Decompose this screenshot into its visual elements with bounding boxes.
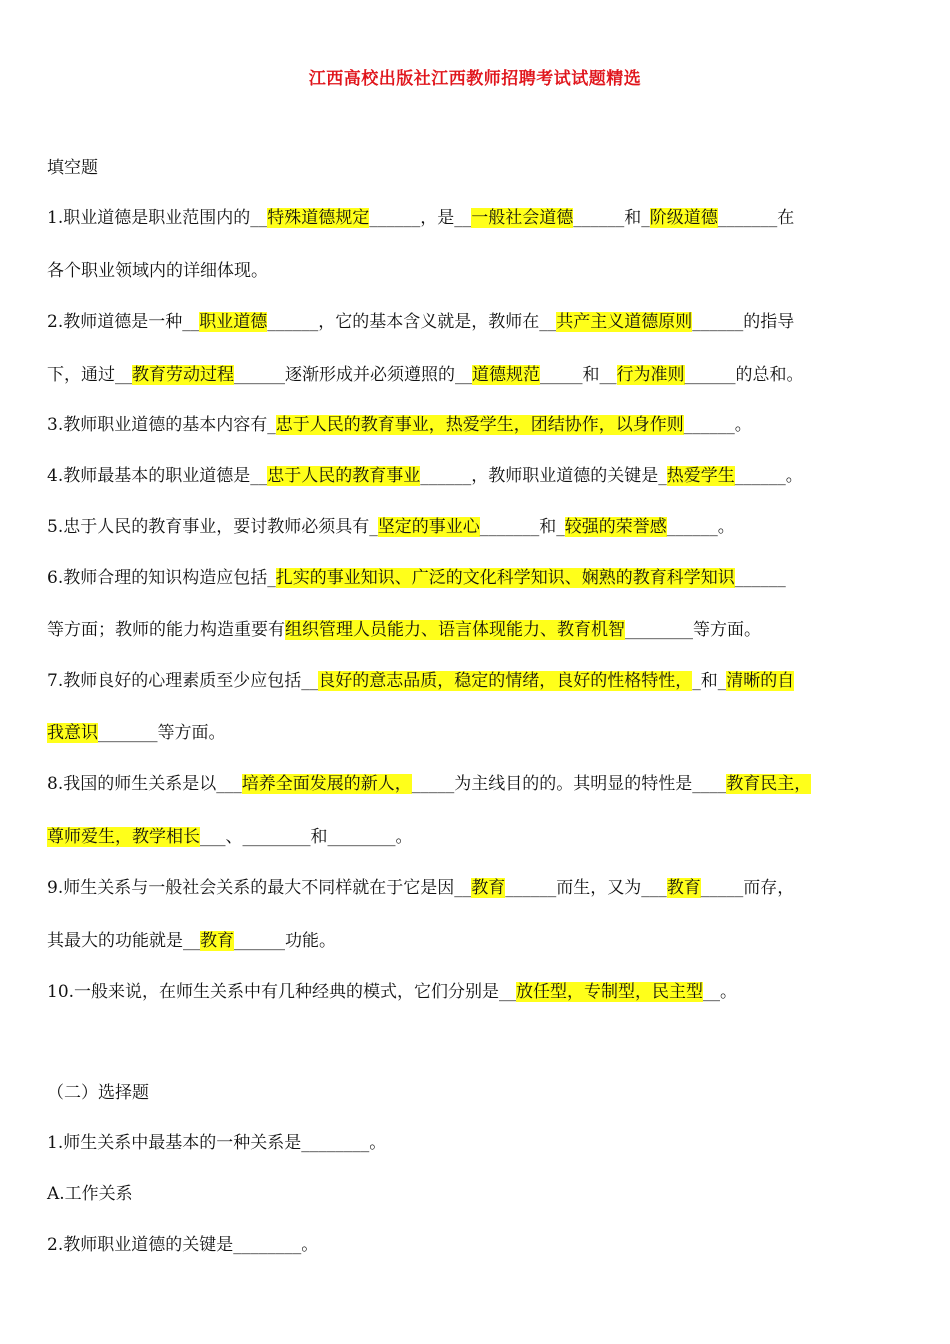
answer-highlight: 忠于人民的教育事业 [267, 466, 421, 486]
answer-highlight: 阶级道德 [649, 208, 718, 228]
question-6-line-2: 等方面；教师的能力构造重要有组织管理人员能力、语言体现能力、教育机智________等方面。 [47, 620, 761, 640]
answer-highlight: 热爱学生 [666, 466, 735, 486]
answer-highlight: 道德规范 [472, 365, 540, 385]
answer-highlight: 教育 [666, 878, 701, 898]
question-7-line-1: 7.教师良好的心理素质至少应包括__良好的意志品质，稳定的情绪，良好的性格特性，_和_清晰的自 [47, 671, 795, 691]
answer-highlight: 良好的意志品质，稳定的情绪，良好的性格特性， [318, 671, 693, 691]
answer-highlight: 扎实的事业知识、广泛的文化科学知识、娴熟的教育科学知识 [275, 568, 735, 588]
answer-highlight: 共产主义道德原则 [556, 312, 693, 332]
question-2-line-2: 下，通过__教育劳动过程______逐渐形成并必须遵照的__道德规范_____和__行为准则______的总和。 [47, 365, 804, 385]
question-7-line-2: 我意识_______等方面。 [47, 723, 226, 743]
answer-highlight: 培养全面发展的新人， [241, 774, 412, 794]
answer-highlight: 尊师爱生，教学相长 [47, 827, 200, 847]
question-8-line-2: 尊师爱生，教学相长___、________和________。 [47, 827, 413, 847]
choice-question-2: 2.教师职业道德的关键是________。 [47, 1235, 319, 1255]
answer-highlight: 教育民主， [726, 774, 812, 794]
answer-highlight: 我意识 [47, 723, 98, 743]
section-heading-choice: （二）选择题 [47, 1083, 149, 1103]
answer-highlight: 教育 [200, 931, 234, 951]
question-8-line-1: 8.我国的师生关系是以___培养全面发展的新人，_____为主线目的的。其明显的特性是____教育民主， [47, 774, 812, 794]
question-4: 4.教师最基本的职业道德是__忠于人民的教育事业______，教师职业道德的关键是_热爱学生______。 [47, 466, 803, 486]
answer-highlight: 较强的荣誉感 [564, 517, 667, 537]
answer-highlight: 组织管理人员能力、语言体现能力、教育机智 [285, 620, 625, 640]
question-10: 10.一般来说，在师生关系中有几种经典的模式，它们分别是__放任型，专制型，民主型__。 [47, 982, 738, 1002]
answer-highlight: 特殊道德规定 [267, 208, 370, 228]
question-3: 3.教师职业道德的基本内容有_忠于人民的教育事业，热爱学生，团结协作，以身作则______。 [47, 415, 752, 435]
question-1-line-2: 各个职业领域内的详细体现。 [47, 261, 268, 281]
answer-highlight: 忠于人民的教育事业，热爱学生，团结协作，以身作则 [275, 415, 684, 435]
question-2-line-1: 2.教师道德是一种__职业道德______，它的基本含义就是，教师在__共产主义道德原则______的指导 [47, 312, 795, 332]
answer-highlight: 坚定的事业心 [377, 517, 480, 537]
question-6-line-1: 6.教师合理的知识构造应包括_扎实的事业知识、广泛的文化科学知识、娴熟的教育科学知识______ [47, 568, 786, 588]
question-9-line-2: 其最大的功能就是__教育______功能。 [47, 931, 336, 951]
question-1-line-1: 1.职业道德是职业范围内的__特殊道德规定______，是__一般社会道德______和_阶级道德_______在 [47, 208, 795, 228]
answer-highlight: 教育 [471, 878, 506, 898]
question-9-line-1: 9.师生关系与一般社会关系的最大不同样就在于它是因__教育______而生，又为___教育_____而存， [47, 878, 795, 898]
choice-question-1: 1.师生关系中最基本的一种关系是________。 [47, 1133, 387, 1153]
answer-highlight: 行为准则 [616, 365, 685, 385]
answer-highlight: 职业道德 [199, 312, 268, 332]
section-heading-fill-in: 填空题 [47, 158, 98, 178]
answer-highlight: 放任型，专制型，民主型 [516, 982, 704, 1002]
document-title: 江西高校出版社江西教师招聘考试试题精选 [308, 69, 642, 89]
question-5: 5.忠于人民的教育事业，要讨教师必须具有_坚定的事业心_______和_较强的荣誉感______。 [47, 517, 735, 537]
choice-question-1-option-a: A.工作关系 [47, 1184, 133, 1204]
answer-highlight: 教育劳动过程 [132, 365, 234, 385]
answer-highlight: 清晰的自 [726, 671, 795, 691]
answer-highlight: 一般社会道德 [471, 208, 574, 228]
